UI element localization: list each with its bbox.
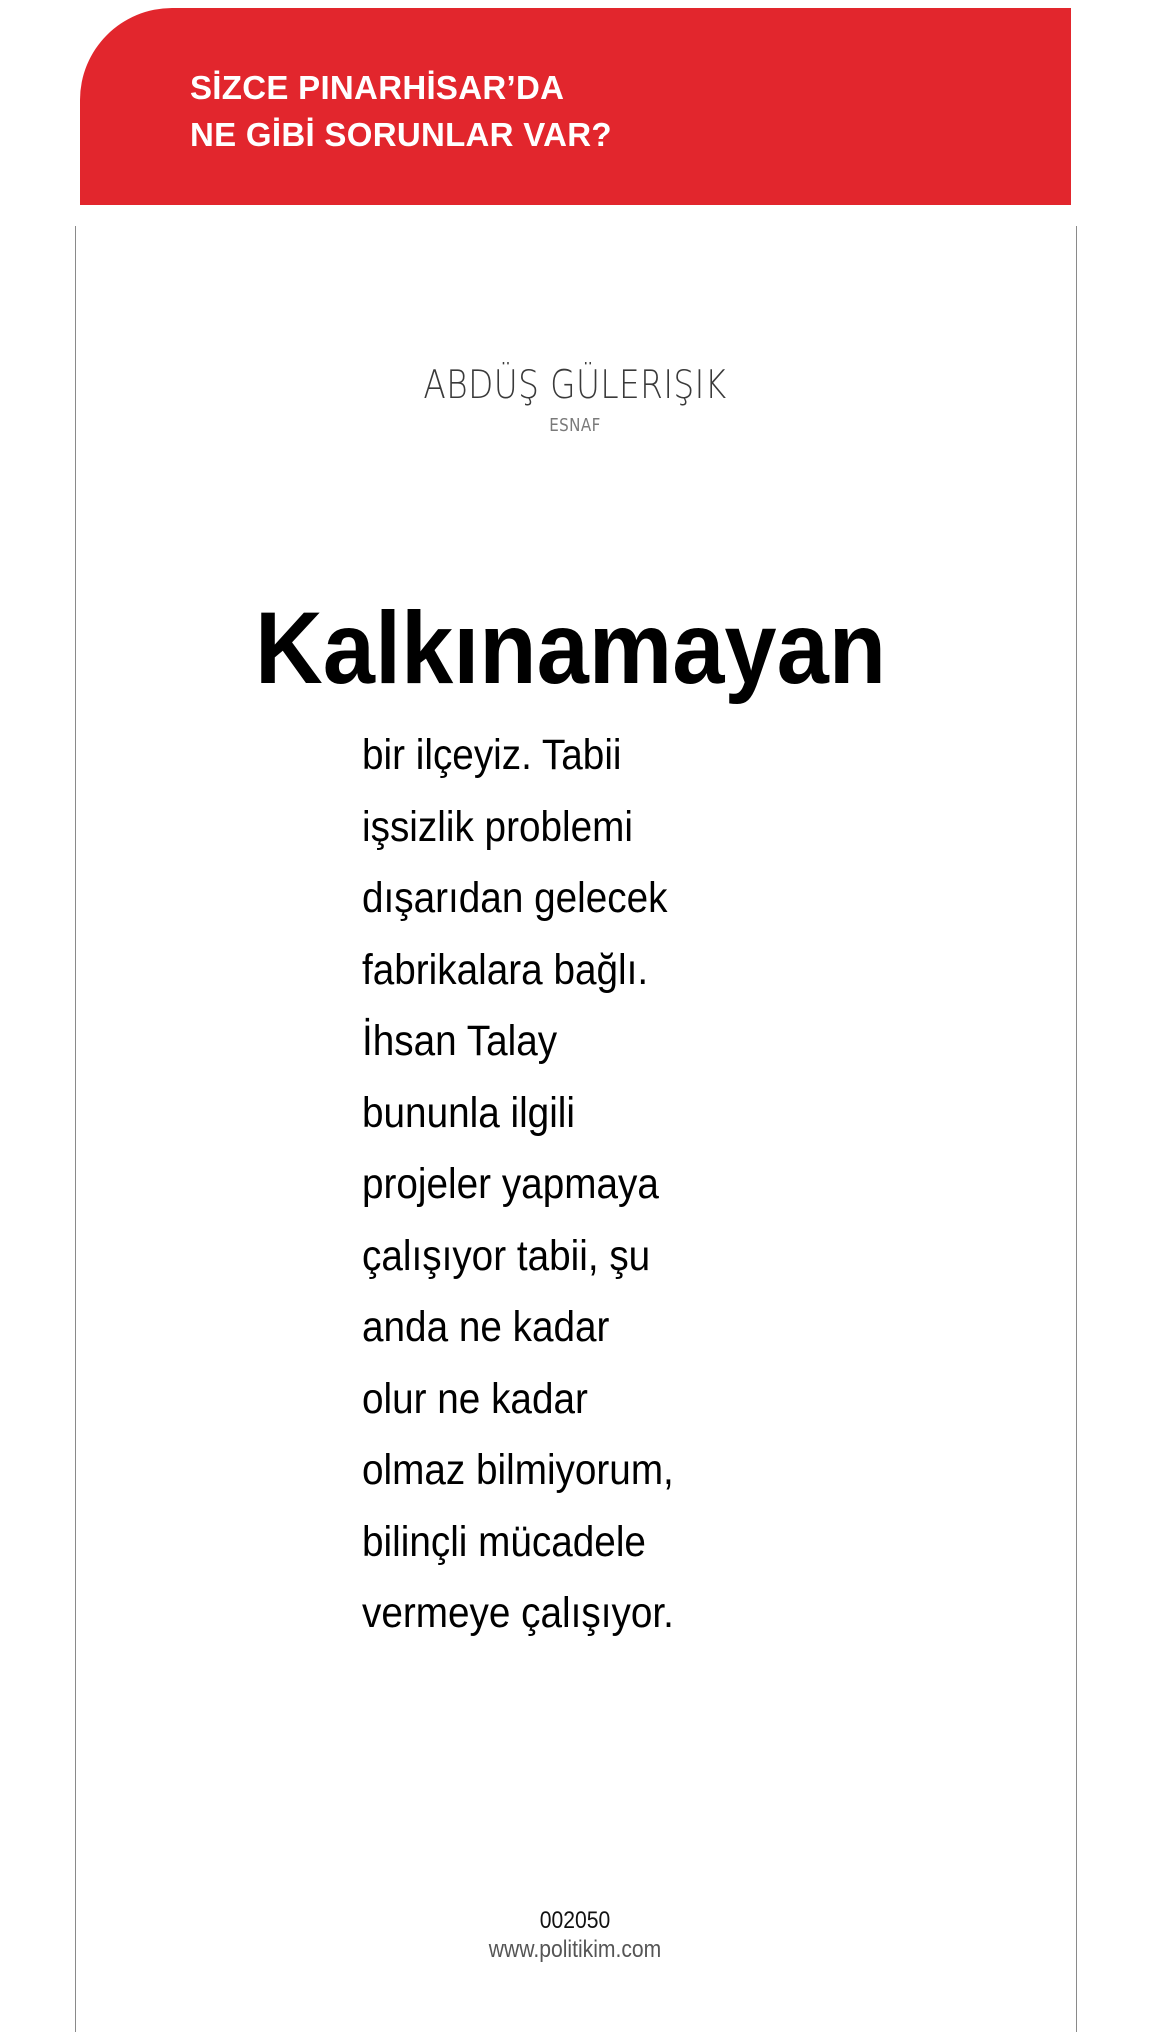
footer (0, 1906, 1150, 1964)
header-title-line-1: SİZCE PINARHİSAR’DA (190, 69, 565, 106)
quote-line: bilinçli mücadele (362, 1517, 646, 1566)
quote-line: fabrikalara bağlı. (362, 945, 649, 994)
quote-line: vermeye çalışıyor. (362, 1589, 674, 1637)
header-title-line-2: NE GİBİ SORUNLAR VAR? (190, 116, 612, 153)
quote-line: bir ilçeyiz. Tabii (362, 731, 622, 779)
quote-body (362, 720, 709, 1650)
quote-line: olmaz bilmiyorum, (362, 1446, 674, 1494)
person-byline (0, 358, 1150, 438)
quote-line: anda ne kadar (362, 1303, 610, 1351)
quote-line: bununla ilgili (362, 1088, 576, 1137)
quote-line: işsizlik problemi (362, 802, 633, 851)
quote-lead-word: Kalkınamayan (255, 591, 887, 705)
website-url: www.politikim.com (488, 1936, 662, 1963)
quote-line: olur ne kadar (362, 1374, 588, 1423)
document-code: 002050 (539, 1907, 611, 1934)
frame-left-border (75, 226, 76, 2032)
person-name: ABDÜŞ GÜLERIŞIK (423, 363, 727, 408)
quote-line: İhsan Talay (362, 1017, 558, 1065)
quote-line: dışarıdan gelecek (362, 874, 668, 922)
frame-right-border (1076, 226, 1077, 2032)
quote-line: projeler yapmaya (362, 1160, 659, 1208)
quote-line: çalışıyor tabii, şu (362, 1231, 651, 1280)
header-banner (80, 8, 1071, 205)
person-role: ESNAF (549, 415, 601, 436)
